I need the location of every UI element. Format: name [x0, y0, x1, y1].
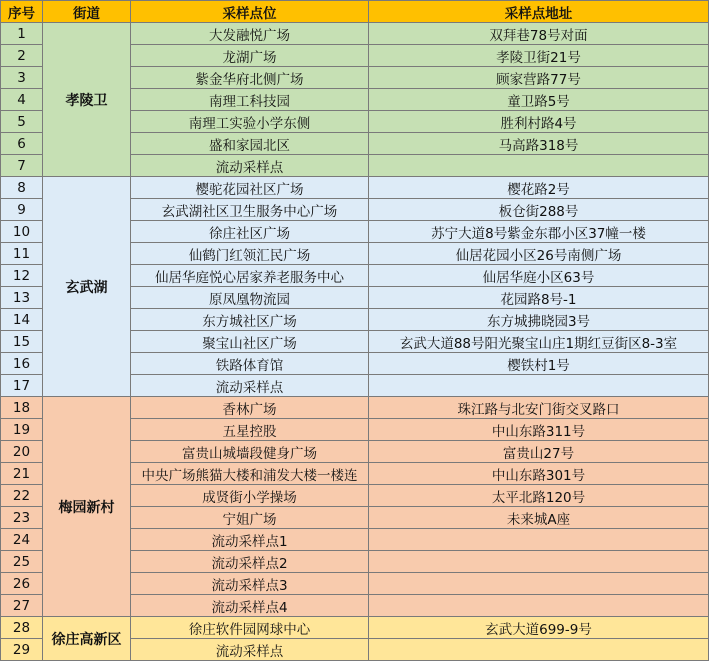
- row-number: 20: [1, 441, 43, 463]
- sampling-site: 仙居华庭悦心居家养老服务中心: [131, 265, 369, 287]
- sampling-site: 流动采样点1: [131, 529, 369, 551]
- site-address: 童卫路5号: [369, 89, 709, 111]
- street-name: 徐庄高新区: [43, 617, 131, 661]
- site-address: [369, 639, 709, 661]
- row-number: 21: [1, 463, 43, 485]
- header-site: 采样点位: [131, 1, 369, 23]
- row-number: 6: [1, 133, 43, 155]
- header-number: 序号: [1, 1, 43, 23]
- sampling-site: 盛和家园北区: [131, 133, 369, 155]
- site-address: [369, 375, 709, 397]
- sampling-site: 龙湖广场: [131, 45, 369, 67]
- site-address: 中山东路311号: [369, 419, 709, 441]
- table-row: [1, 397, 709, 419]
- site-address: 珠江路与北安门街交叉路口: [369, 397, 709, 419]
- sampling-site: 樱驼花园社区广场: [131, 177, 369, 199]
- site-address: 太平北路120号: [369, 485, 709, 507]
- sampling-site: 五星控股: [131, 419, 369, 441]
- row-number: 26: [1, 573, 43, 595]
- site-address: 樱铁村1号: [369, 353, 709, 375]
- site-address: 孝陵卫街21号: [369, 45, 709, 67]
- sampling-site: 流动采样点4: [131, 595, 369, 617]
- sampling-site: 铁路体育馆: [131, 353, 369, 375]
- site-address: 花园路8号-1: [369, 287, 709, 309]
- row-number: 23: [1, 507, 43, 529]
- site-address: [369, 551, 709, 573]
- row-number: 13: [1, 287, 43, 309]
- site-address: 玄武大道88号阳光聚宝山庄1期红豆街区8-3室: [369, 331, 709, 353]
- site-address: 富贵山27号: [369, 441, 709, 463]
- site-address: 玄武大道699-9号: [369, 617, 709, 639]
- row-number: 27: [1, 595, 43, 617]
- site-address: 马高路318号: [369, 133, 709, 155]
- sampling-site: 南理工科技园: [131, 89, 369, 111]
- sampling-site: 大发融悦广场: [131, 23, 369, 45]
- street-name: 孝陵卫: [43, 23, 131, 177]
- site-address: 苏宁大道8号紫金东郡小区37幢一楼: [369, 221, 709, 243]
- site-address: 樱花路2号: [369, 177, 709, 199]
- sampling-site: 流动采样点2: [131, 551, 369, 573]
- sampling-site: 原凤凰物流园: [131, 287, 369, 309]
- row-number: 17: [1, 375, 43, 397]
- street-name: 梅园新村: [43, 397, 131, 617]
- row-number: 19: [1, 419, 43, 441]
- row-number: 25: [1, 551, 43, 573]
- table-row: [1, 177, 709, 199]
- row-number: 15: [1, 331, 43, 353]
- sampling-site: 聚宝山社区广场: [131, 331, 369, 353]
- sampling-site: 流动采样点: [131, 639, 369, 661]
- site-address: 板仓街288号: [369, 199, 709, 221]
- row-number: 2: [1, 45, 43, 67]
- row-number: 1: [1, 23, 43, 45]
- sampling-site: 流动采样点: [131, 155, 369, 177]
- site-address: 双拜巷78号对面: [369, 23, 709, 45]
- site-address: 仙居花园小区26号南侧广场: [369, 243, 709, 265]
- header-address: 采样点地址: [369, 1, 709, 23]
- site-address: 中山东路301号: [369, 463, 709, 485]
- site-address: 胜利村路4号: [369, 111, 709, 133]
- table-row: [1, 23, 709, 45]
- site-address: [369, 573, 709, 595]
- row-number: 24: [1, 529, 43, 551]
- site-address: [369, 595, 709, 617]
- row-number: 8: [1, 177, 43, 199]
- site-address: [369, 529, 709, 551]
- sampling-site: 徐庄软件园网球中心: [131, 617, 369, 639]
- row-number: 7: [1, 155, 43, 177]
- site-address: 顾家营路77号: [369, 67, 709, 89]
- site-address: 仙居华庭小区63号: [369, 265, 709, 287]
- row-number: 5: [1, 111, 43, 133]
- table-row: [1, 617, 709, 639]
- site-address: 东方城拂晓园3号: [369, 309, 709, 331]
- sampling-site: 南理工实验小学东侧: [131, 111, 369, 133]
- row-number: 12: [1, 265, 43, 287]
- row-number: 4: [1, 89, 43, 111]
- row-number: 29: [1, 639, 43, 661]
- sampling-site: 中央广场熊猫大楼和浦发大楼一楼连: [131, 463, 369, 485]
- sampling-site: 徐庄社区广场: [131, 221, 369, 243]
- row-number: 28: [1, 617, 43, 639]
- sampling-site: 紫金华府北侧广场: [131, 67, 369, 89]
- row-number: 11: [1, 243, 43, 265]
- row-number: 14: [1, 309, 43, 331]
- sampling-site: 成贤街小学操场: [131, 485, 369, 507]
- row-number: 22: [1, 485, 43, 507]
- table-body: [1, 23, 709, 661]
- sampling-site: 仙鹤门红领汇民广场: [131, 243, 369, 265]
- sampling-site: 富贵山城墙段健身广场: [131, 441, 369, 463]
- header-row: [1, 1, 709, 23]
- row-number: 18: [1, 397, 43, 419]
- sampling-site: 香林广场: [131, 397, 369, 419]
- row-number: 3: [1, 67, 43, 89]
- header-street: 街道: [43, 1, 131, 23]
- site-address: [369, 155, 709, 177]
- street-name: 玄武湖: [43, 177, 131, 397]
- row-number: 16: [1, 353, 43, 375]
- sampling-site: 流动采样点: [131, 375, 369, 397]
- sampling-site: 流动采样点3: [131, 573, 369, 595]
- row-number: 9: [1, 199, 43, 221]
- sampling-site: 宁姐广场: [131, 507, 369, 529]
- sampling-site: 东方城社区广场: [131, 309, 369, 331]
- row-number: 10: [1, 221, 43, 243]
- sampling-site: 玄武湖社区卫生服务中心广场: [131, 199, 369, 221]
- site-address: 未来城A座: [369, 507, 709, 529]
